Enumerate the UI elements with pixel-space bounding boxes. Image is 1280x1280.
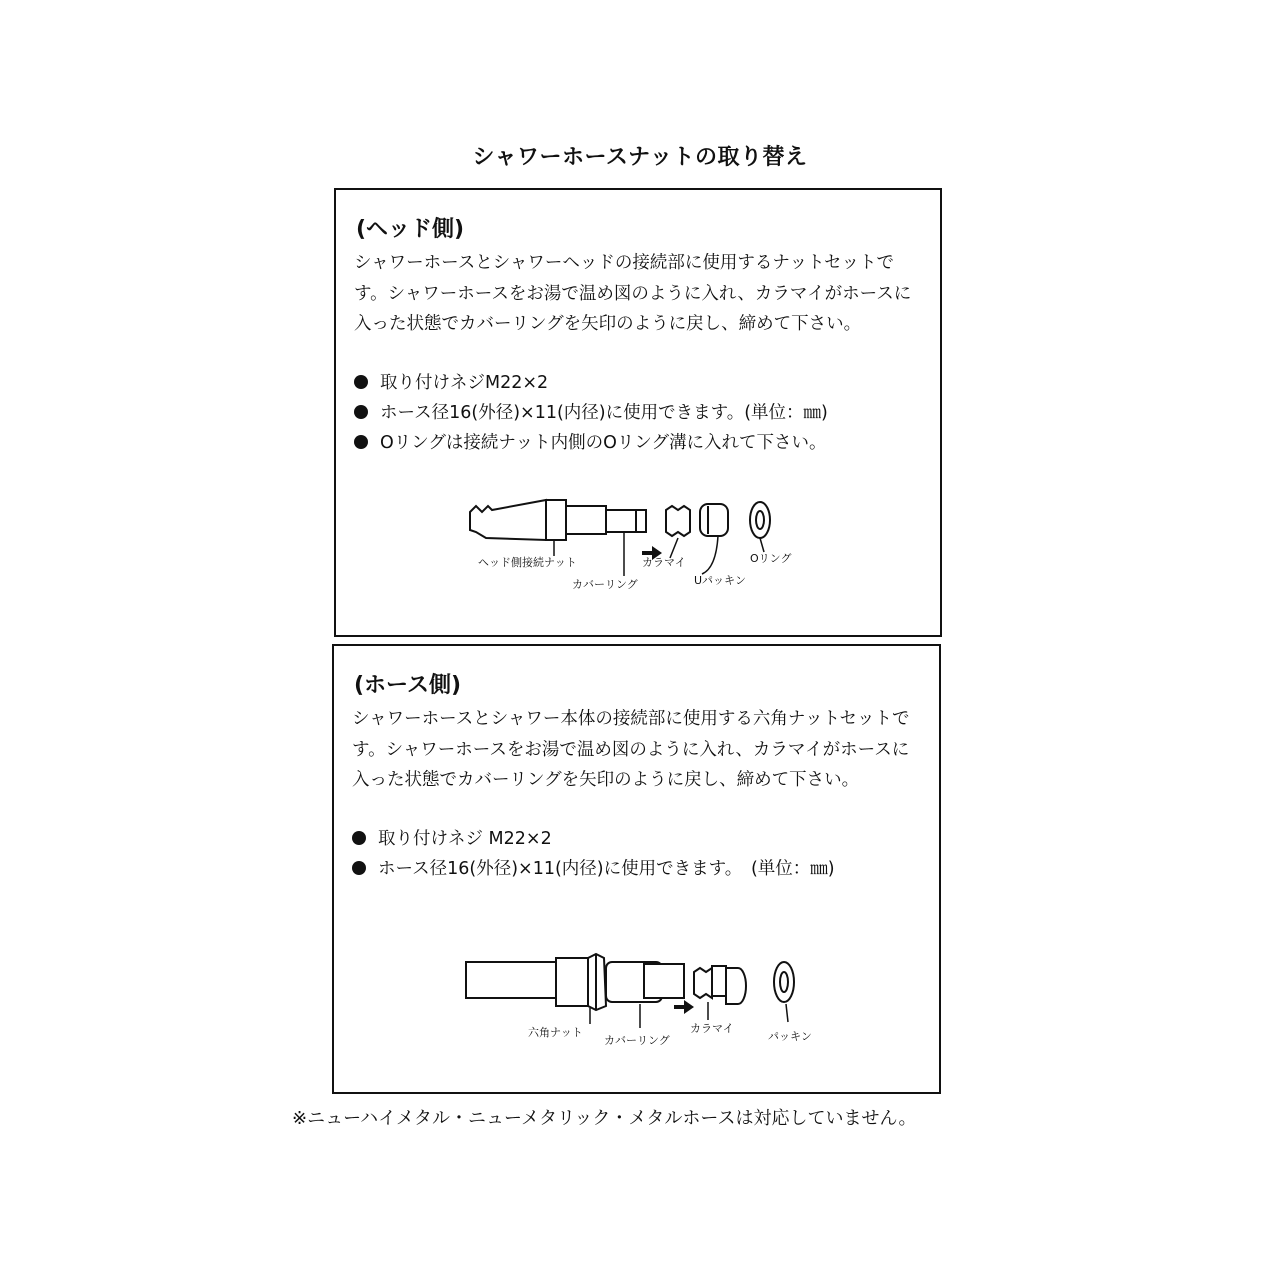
hose-side-section bbox=[332, 644, 941, 1094]
list-item bbox=[352, 854, 932, 884]
arrow-icon bbox=[674, 1000, 694, 1014]
bullet-text: 取り付けネジ M22×2 bbox=[378, 829, 552, 849]
list-item bbox=[354, 368, 934, 398]
head-side-bullet-list bbox=[354, 368, 934, 458]
bullet-text: 取り付けネジM22×2 bbox=[380, 373, 549, 393]
label-packing: パッキン bbox=[768, 1030, 812, 1043]
footnote: ※ニューハイメタル・ニューメタリック・メタルホースは対応していません。 bbox=[292, 1108, 917, 1129]
hose-shape bbox=[466, 962, 556, 998]
cover-ring-shape bbox=[566, 506, 606, 534]
bullet-text: ホース径16(外径)×11(内径)に使用できます。(単位：㎜) bbox=[380, 403, 828, 423]
head-side-heading: (ヘッド側) bbox=[356, 217, 465, 242]
bullet-icon bbox=[352, 861, 366, 875]
head-nut-collar bbox=[546, 500, 566, 540]
list-item bbox=[352, 824, 932, 854]
list-item bbox=[354, 398, 934, 428]
hose-side-heading: (ホース側) bbox=[354, 673, 462, 698]
bullet-text: ホース径16(外径)×11(内径)に使用できます。 (単位：㎜) bbox=[378, 859, 835, 879]
label-cover-ring: カバーリング bbox=[604, 1034, 670, 1047]
label-karamai: カラマイ bbox=[642, 556, 686, 569]
bullet-icon bbox=[352, 831, 366, 845]
label-o-ring: Oリング bbox=[750, 552, 792, 565]
bullet-icon bbox=[354, 435, 368, 449]
hose-side-parts-diagram bbox=[334, 942, 938, 1072]
head-side-section bbox=[334, 188, 942, 637]
label-cover-ring: カバーリング bbox=[572, 578, 638, 591]
label-u-packing: Uパッキン bbox=[694, 574, 746, 587]
hose-side-description: シャワーホースとシャワー本体の接続部に使用する六角ナットセットです。シャワーホースをお湯で温め図のように入れ、カラマイがホースに入った状態でカバーリングを矢印のように戻し、締めて下さい。 bbox=[352, 709, 910, 790]
label-hex-nut: 六角ナット bbox=[528, 1026, 583, 1039]
label-karamai: カラマイ bbox=[690, 1022, 734, 1035]
head-side-parts-diagram bbox=[336, 480, 940, 610]
karamai-shape bbox=[666, 506, 690, 536]
u-packing-shape bbox=[700, 504, 728, 536]
head-side-description: シャワーホースとシャワーヘッドの接続部に使用するナットセットです。シャワーホースをお湯で温め図のように入れ、カラマイがホースに入った状態でカバーリングを矢印のように戻し、締めて下さい。 bbox=[354, 253, 912, 334]
head-nut-shape bbox=[470, 500, 546, 540]
page-title: シャワーホースナットの取り替え bbox=[472, 145, 808, 170]
list-item bbox=[354, 428, 934, 458]
hose-side-bullet-list bbox=[352, 824, 932, 884]
bullet-icon bbox=[354, 375, 368, 389]
bullet-icon bbox=[354, 405, 368, 419]
hex-nut-shape bbox=[556, 954, 606, 1010]
label-head-nut: ヘッド側接続ナット bbox=[478, 556, 577, 569]
karamai-shape bbox=[694, 968, 712, 998]
bullet-text: Oリングは接続ナット内側のOリング溝に入れて下さい。 bbox=[380, 433, 827, 453]
